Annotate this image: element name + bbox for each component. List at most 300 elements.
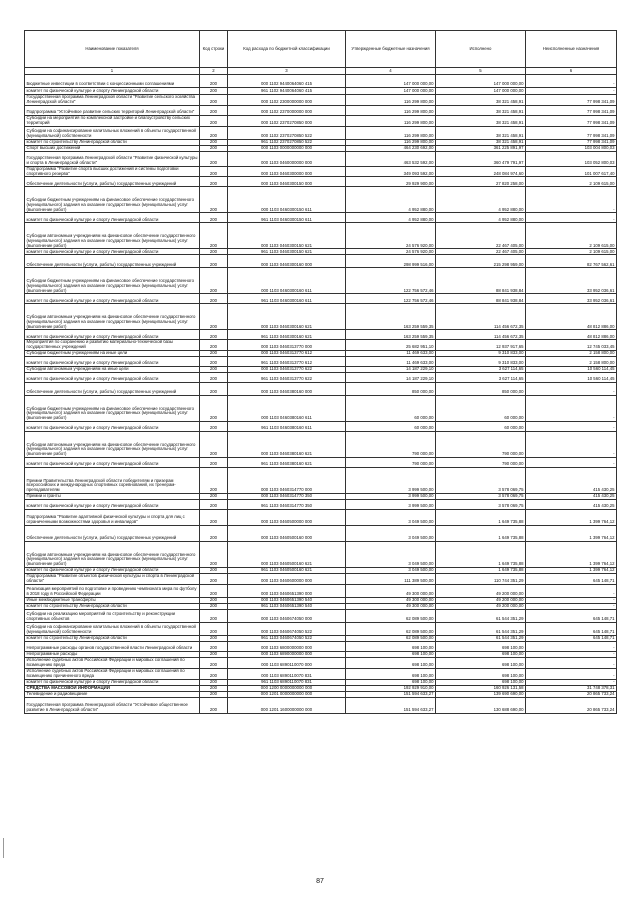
row-approved: 790 000,00 [346, 432, 436, 458]
row-approved: 62 089 500,00 [346, 623, 436, 636]
row-budget-code: 961 1103 0460313770 622 [228, 373, 346, 383]
row-executed: 360 479 791,97 [436, 151, 526, 166]
row-approved: 464 230 692,00 [346, 145, 436, 151]
row-budget-code: 000 1103 0460300000 000 [228, 166, 346, 177]
row-code: 200 [200, 255, 228, 268]
row-code: 200 [200, 610, 228, 623]
row-remaining: - [526, 658, 617, 669]
row-name: Субсидии бюджетным учреждениям на финансовое обеспечение государственного (муниципального) задания на оказание государственных (муниципальных) услуг (выполнение работ) [25, 187, 200, 213]
row-approved: 147 000 000,00 [346, 88, 436, 95]
table-row [25, 177, 617, 187]
header-remaining: Неисполненные назначения [526, 31, 617, 68]
row-name: Премии и гранты [25, 494, 200, 500]
table-row [25, 610, 617, 623]
row-executed: 361 225 891,97 [436, 145, 526, 151]
row-budget-code: 961 1103 0460651390 540 [228, 604, 346, 610]
row-remaining: 1 399 764,12 [526, 510, 617, 526]
row-name: Субсидии на софинансирование капитальных вложений в объекты государственной (муниципальной) собственности [25, 126, 200, 139]
row-remaining: 645 148,71 [526, 574, 617, 585]
row-approved: 151 594 633,27 [346, 691, 436, 697]
row-budget-code: 961 1103 0460674050 522 [228, 636, 346, 642]
table-row [25, 255, 617, 268]
row-approved: 111 389 500,00 [346, 574, 436, 585]
row-executed: 88 841 938,84 [436, 268, 526, 294]
row-code: 200 [200, 494, 228, 500]
row-remaining: - [526, 668, 617, 679]
row-code: 200 [200, 95, 228, 106]
row-executed: 1 649 735,88 [436, 510, 526, 526]
row-executed: 3 627 114,65 [436, 373, 526, 383]
row-name: Подпрограмма "Развитие спорта высших достижений и системы подготовки спортивного резерва" [25, 166, 200, 177]
row-code: 200 [200, 151, 228, 166]
row-approved: 116 299 800,00 [346, 126, 436, 139]
row-budget-code: 961 1103 6890110070 831 [228, 679, 346, 685]
row-executed: 114 456 672,35 [436, 304, 526, 330]
row-name: комитет по строительству Ленинградской области [25, 139, 200, 145]
table-row [25, 432, 617, 458]
row-remaining: 103 004 800,03 [526, 145, 617, 151]
row-executed: 61 544 351,29 [436, 636, 526, 642]
row-name: Мероприятия по сохранению и развитию материально-технической базы государственных учреждений [25, 340, 200, 351]
row-approved: 698 100,00 [346, 652, 436, 658]
row-name: Подпрограмма "Устойчивое развитие сельских территорий Ленинградской области" [25, 105, 200, 115]
row-budget-code: 000 1103 0460500000 000 [228, 510, 346, 526]
row-budget-code: 000 1103 0460300160 611 [228, 268, 346, 294]
row-budget-code: 000 1103 6890110070 831 [228, 668, 346, 679]
row-budget-code: 000 1103 0460300150 621 [228, 223, 346, 249]
table-row [25, 574, 617, 585]
row-budget-code: 961 1103 0460300160 611 [228, 294, 346, 304]
row-budget-code: 000 1103 0460380160 611 [228, 396, 346, 422]
row-name: Государственная программа Ленинградской области "Развитие физической культуры и спорта в Ленинградской области" [25, 151, 200, 166]
table-row [25, 526, 617, 542]
row-approved: 4 952 880,00 [346, 213, 436, 223]
row-name: комитет по физической культуре и спорту Ленинградской области [25, 294, 200, 304]
row-approved: 24 576 920,00 [346, 223, 436, 249]
table-row [25, 697, 617, 713]
row-remaining: - [526, 213, 617, 223]
row-executed: 61 544 351,29 [436, 610, 526, 623]
row-remaining: 20 865 733,24 [526, 697, 617, 713]
row-executed: 790 000,00 [436, 458, 526, 468]
row-executed: 698 100,00 [436, 668, 526, 679]
header-code: Код строки [200, 31, 228, 68]
row-name: Иные межбюджетные трансферты [25, 598, 200, 604]
row-approved: 25 682 951,10 [346, 340, 436, 351]
row-remaining: 10 560 114,45 [526, 373, 617, 383]
row-approved: 3 049 500,00 [346, 510, 436, 526]
table-row [25, 126, 617, 139]
table-row [25, 357, 617, 367]
row-executed: 1 649 735,88 [436, 542, 526, 568]
row-budget-code: 000 1102 2370270850 000 [228, 115, 346, 126]
table-row [25, 623, 617, 636]
row-name: комитет по физической культуре и спорту Ленинградской области [25, 422, 200, 432]
table-row [25, 304, 617, 330]
row-executed: 698 100,00 [436, 679, 526, 685]
row-executed: 248 084 974,60 [436, 166, 526, 177]
row-code: 200 [200, 679, 228, 685]
row-approved: 49 300 000,00 [346, 585, 436, 598]
row-approved: 24 576 920,00 [346, 249, 436, 255]
row-approved: 29 929 900,00 [346, 177, 436, 187]
row-code: 200 [200, 139, 228, 145]
row-approved: 298 999 516,00 [346, 255, 436, 268]
row-budget-code: 000 1201 0000000000 000 [228, 691, 346, 697]
row-executed: 139 690 690,00 [436, 691, 526, 697]
row-executed: 698 100,00 [436, 658, 526, 669]
row-code: 200 [200, 88, 228, 95]
row-code: 200 [200, 268, 228, 294]
row-name: Подпрограмма "Развитие адаптивной физической культуры и спорта для лиц с ограниченными возможностями здоровья и инвалидов" [25, 510, 200, 526]
row-approved: 60 000,00 [346, 396, 436, 422]
row-approved: 151 594 633,27 [346, 697, 436, 713]
margin-mark [3, 838, 14, 858]
row-approved: 122 756 572,46 [346, 294, 436, 304]
header-name: Наименование показателя [25, 31, 200, 68]
row-remaining: 415 430,25 [526, 494, 617, 500]
row-code: 200 [200, 213, 228, 223]
row-executed: 3 578 069,75 [436, 494, 526, 500]
row-name: Обеспечение деятельности (услуги, работы) государственных учреждений [25, 255, 200, 268]
row-name: Обеспечение деятельности (услуги, работы) государственных учреждений [25, 177, 200, 187]
row-name: Обеспечение деятельности (услуги, работы) государственных учреждений [25, 383, 200, 396]
column-number: 5 [436, 68, 526, 75]
row-code: 200 [200, 223, 228, 249]
row-approved: 3 999 500,00 [346, 468, 436, 494]
row-code: 200 [200, 383, 228, 396]
row-executed: 215 298 959,00 [436, 255, 526, 268]
row-remaining: 645 148,71 [526, 623, 617, 636]
row-remaining: 1 399 764,12 [526, 526, 617, 542]
row-name: комитет по физической культуре и спорту Ленинградской области [25, 213, 200, 223]
row-approved: 698 100,00 [346, 668, 436, 679]
table-row [25, 95, 617, 106]
row-name: Субсидии автономным учреждениям на финансовое обеспечение государственного (муниципального) задания на оказание государственных (муниципальных) услуг (выполнение работ) [25, 304, 200, 330]
table-row [25, 500, 617, 510]
row-approved: 14 187 229,10 [346, 367, 436, 373]
row-name: СРЕДСТВА МАССОВОЙ ИНФОРМАЦИИ [25, 685, 200, 691]
row-code: 200 [200, 623, 228, 636]
row-approved: 62 089 500,00 [346, 636, 436, 642]
row-code: 200 [200, 249, 228, 255]
table-row [25, 340, 617, 351]
row-budget-code: 000 1103 0460674050 522 [228, 623, 346, 636]
table-row [25, 468, 617, 494]
row-remaining: 2 109 615,00 [526, 249, 617, 255]
row-remaining: 31 748 378,31 [526, 685, 617, 691]
row-name: комитет по физической культуре и спорту Ленинградской области [25, 330, 200, 340]
row-approved: 463 532 592,00 [346, 151, 436, 166]
row-executed: 38 321 458,91 [436, 95, 526, 106]
column-number-row [25, 68, 617, 75]
row-executed: 61 544 351,29 [436, 623, 526, 636]
row-executed: 160 926 131,58 [436, 685, 526, 691]
row-code: 200 [200, 367, 228, 373]
row-name: Субсидии на софинансирование капитальных вложений в объекты государственной (муниципальной) собственности [25, 623, 200, 636]
row-remaining: 645 148,71 [526, 610, 617, 623]
row-budget-code: 000 1103 0460314770 000 [228, 468, 346, 494]
row-name: комитет по строительству Ленинградской области [25, 636, 200, 642]
row-executed: 3 627 114,65 [436, 367, 526, 373]
row-code: 200 [200, 373, 228, 383]
table-row [25, 668, 617, 679]
row-remaining: - [526, 383, 617, 396]
row-remaining: 77 998 341,09 [526, 115, 617, 126]
row-code: 200 [200, 330, 228, 340]
header-executed: Исполнено [436, 31, 526, 68]
row-budget-code: 000 1103 6800000000 000 [228, 642, 346, 652]
column-number: 3 [228, 68, 346, 75]
row-approved: 3 049 500,00 [346, 542, 436, 568]
table-row [25, 585, 617, 598]
row-approved: 163 259 559,35 [346, 304, 436, 330]
row-approved: 3 999 500,00 [346, 500, 436, 510]
row-budget-code: 000 1103 0460000000 000 [228, 151, 346, 166]
row-code: 200 [200, 604, 228, 610]
row-executed: 38 321 458,91 [436, 139, 526, 145]
row-budget-code: 000 1103 0460313770 622 [228, 367, 346, 373]
row-remaining: 101 007 617,40 [526, 166, 617, 177]
row-approved: 49 300 000,00 [346, 604, 436, 610]
row-name: комитет по физической культуре и спорту Ленинградской области [25, 458, 200, 468]
row-approved: 850 000,00 [346, 383, 436, 396]
row-code: 200 [200, 697, 228, 713]
row-approved: 116 299 800,00 [346, 105, 436, 115]
row-name: Субсидии бюджетным учреждениям на финансовое обеспечение государственного (муниципального) задания на оказание государственных (муниципальных) услуг (выполнение работ) [25, 268, 200, 294]
row-approved: 11 469 633,00 [346, 351, 436, 357]
row-approved: 3 049 500,00 [346, 526, 436, 542]
row-approved: 698 100,00 [346, 658, 436, 669]
row-code: 200 [200, 304, 228, 330]
row-code: 200 [200, 691, 228, 697]
row-name: Субсидии на реализацию мероприятий по строительству и реконструкции спортивных объектов [25, 610, 200, 623]
row-remaining: 2 109 615,00 [526, 177, 617, 187]
table-row [25, 373, 617, 383]
row-name: Исполнение судебных актов Российской Федерации и мировых соглашений по возмещению причиненного вреда [25, 668, 200, 679]
row-code: 200 [200, 115, 228, 126]
table-row [25, 658, 617, 669]
row-executed: 49 200 000,00 [436, 604, 526, 610]
row-code: 200 [200, 432, 228, 458]
row-approved: 49 300 000,00 [346, 598, 436, 604]
row-code: 200 [200, 636, 228, 642]
row-executed: 22 467 405,00 [436, 249, 526, 255]
row-name: Субсидии автономным учреждениям на иные цели [25, 367, 200, 373]
table-row [25, 510, 617, 526]
row-budget-code: 961 1103 0460300150 611 [228, 213, 346, 223]
row-executed: 147 000 000,00 [436, 88, 526, 95]
row-remaining: 1 399 764,12 [526, 542, 617, 568]
row-code: 200 [200, 422, 228, 432]
row-approved: 790 000,00 [346, 458, 436, 468]
column-number: 4 [346, 68, 436, 75]
row-name: Исполнение судебных актов Российской Федерации и мировых соглашений по возмещению вреда [25, 658, 200, 669]
row-executed: 27 820 258,00 [436, 177, 526, 187]
row-remaining: - [526, 422, 617, 432]
row-remaining: 645 148,71 [526, 636, 617, 642]
row-name: комитет по физической культуре и спорту Ленинградской области [25, 679, 200, 685]
row-budget-code: 000 1103 0460651390 540 [228, 598, 346, 604]
row-remaining: - [526, 652, 617, 658]
row-remaining: 12 745 033,45 [526, 340, 617, 351]
table-row [25, 330, 617, 340]
row-remaining: 48 812 886,00 [526, 330, 617, 340]
row-code: 200 [200, 75, 228, 88]
row-budget-code: 000 1103 6890110070 000 [228, 658, 346, 669]
row-executed: 3 578 069,75 [436, 468, 526, 494]
row-name: комитет по физической культуре и спорту Ленинградской области [25, 373, 200, 383]
budget-table [24, 30, 617, 714]
row-approved: 14 187 229,10 [346, 373, 436, 383]
row-approved: 698 100,00 [346, 679, 436, 685]
row-budget-code: 961 1103 0460380160 621 [228, 458, 346, 468]
row-name: Субсидии автономным учреждениям на финансовое обеспечение государственного (муниципального) задания на оказание государственных (муниципальных) услуг (выполнение работ) [25, 542, 200, 568]
row-code: 200 [200, 166, 228, 177]
row-code: 200 [200, 658, 228, 669]
row-approved: 60 000,00 [346, 422, 436, 432]
row-code: 200 [200, 126, 228, 139]
column-number: 6 [526, 68, 617, 75]
row-code: 200 [200, 510, 228, 526]
table-row [25, 294, 617, 304]
row-remaining: 77 998 341,09 [526, 139, 617, 145]
row-remaining: - [526, 585, 617, 598]
row-remaining: - [526, 642, 617, 652]
page-number: 87 [316, 878, 324, 885]
row-executed: 38 321 458,91 [436, 126, 526, 139]
row-code: 200 [200, 685, 228, 691]
header-budget-code: Код расхода по бюджетной классификации [228, 31, 346, 68]
row-budget-code: 000 1201 1600000000 000 [228, 697, 346, 713]
row-budget-code: 000 1103 0460380160 000 [228, 383, 346, 396]
row-name: Подпрограмма "Развитие объектов физической культуры и спорта в Ленинградской области" [25, 574, 200, 585]
row-approved: 349 093 592,00 [346, 166, 436, 177]
row-remaining: 20 865 733,24 [526, 691, 617, 697]
row-approved: 3 999 500,00 [346, 494, 436, 500]
row-approved: 3 049 500,00 [346, 568, 436, 574]
row-code: 200 [200, 468, 228, 494]
row-executed: 790 000,00 [436, 432, 526, 458]
column-number: 1 [25, 68, 200, 75]
column-number: 2 [200, 68, 228, 75]
table-row [25, 75, 617, 88]
row-remaining: 1 399 764,12 [526, 568, 617, 574]
table-row [25, 88, 617, 95]
row-remaining: - [526, 396, 617, 422]
row-budget-code: 000 1102 9440064060 415 [228, 75, 346, 88]
row-executed: 130 688 690,00 [436, 697, 526, 713]
table-row [25, 105, 617, 115]
row-name: Обеспечение деятельности (услуги, работы) государственных учреждений [25, 526, 200, 542]
row-executed: 60 000,00 [436, 422, 526, 432]
row-code: 200 [200, 668, 228, 679]
row-budget-code: 000 1103 0460500160 621 [228, 542, 346, 568]
row-executed: 38 321 458,91 [436, 115, 526, 126]
row-name: Субсидии автономным учреждениям на финансовое обеспечение государственного (муниципального) задания на оказание государственных (муниципальных) услуг (выполнение работ) [25, 432, 200, 458]
row-remaining: 33 952 036,61 [526, 294, 617, 304]
row-code: 200 [200, 357, 228, 367]
row-remaining: 77 998 341,09 [526, 105, 617, 115]
row-budget-code: 961 1103 0460380160 611 [228, 422, 346, 432]
row-code: 200 [200, 568, 228, 574]
row-budget-code: 961 1103 0460500160 621 [228, 568, 346, 574]
header-row [25, 31, 617, 68]
row-budget-code: 000 1103 0460674050 000 [228, 610, 346, 623]
row-remaining: 33 952 036,61 [526, 268, 617, 294]
row-name: комитет по физической культуре и спорту Ленинградской области [25, 357, 200, 367]
row-executed: 88 841 938,84 [436, 294, 526, 304]
row-remaining: 77 998 341,09 [526, 126, 617, 139]
row-remaining: 103 052 800,03 [526, 151, 617, 166]
row-budget-code: 961 1103 0460300150 621 [228, 249, 346, 255]
row-code: 200 [200, 351, 228, 357]
row-code: 200 [200, 652, 228, 658]
header-approved: Утвержденные бюджетные назначения [346, 31, 436, 68]
row-executed: 4 952 880,00 [436, 213, 526, 223]
table-row [25, 187, 617, 213]
row-name: Бюджетные инвестиции в соответствии с концессионными соглашениями [25, 75, 200, 88]
row-budget-code: 000 1102 2370000000 000 [228, 105, 346, 115]
row-budget-code: 000 1103 0460651390 000 [228, 585, 346, 598]
row-name: комитет по физической культуре и спорту Ленинградской области [25, 88, 200, 95]
row-executed: 698 100,00 [436, 642, 526, 652]
row-name: комитет по строительству Ленинградской области [25, 604, 200, 610]
row-name: Непрограммные расходы [25, 652, 200, 658]
row-name: Телевидение и радиовещание [25, 691, 200, 697]
row-name: Государственная программа Ленинградской области "Устойчивое общественное развитие в Ленинградской области" [25, 697, 200, 713]
table-row [25, 166, 617, 177]
row-remaining: - [526, 598, 617, 604]
row-code: 200 [200, 294, 228, 304]
row-remaining: - [526, 458, 617, 468]
row-approved: 116 299 800,00 [346, 115, 436, 126]
row-budget-code: 000 1103 0460314770 350 [228, 494, 346, 500]
row-remaining: 415 430,25 [526, 500, 617, 510]
table-row [25, 642, 617, 652]
row-budget-code: 000 1103 0460600000 000 [228, 574, 346, 585]
table-row [25, 383, 617, 396]
table-row [25, 542, 617, 568]
row-code: 200 [200, 526, 228, 542]
table-row [25, 213, 617, 223]
row-approved: 116 299 800,00 [346, 95, 436, 106]
row-budget-code: 000 1102 2370270850 522 [228, 126, 346, 139]
row-approved: 147 000 000,00 [346, 75, 436, 88]
row-code: 200 [200, 177, 228, 187]
row-name: Спорт высших достижений [25, 145, 200, 151]
row-code: 200 [200, 396, 228, 422]
table-row [25, 115, 617, 126]
row-executed: 114 456 672,35 [436, 330, 526, 340]
row-budget-code: 000 1103 0460300150 611 [228, 187, 346, 213]
row-name: комитет по физической культуре и спорту Ленинградской области [25, 500, 200, 510]
row-executed: 49 200 000,00 [436, 598, 526, 604]
row-budget-code: 961 1102 9440064060 415 [228, 88, 346, 95]
row-budget-code: 961 1102 2370270850 522 [228, 139, 346, 145]
row-budget-code: 000 1200 0000000000 000 [228, 685, 346, 691]
row-remaining: 77 998 341,09 [526, 95, 617, 106]
row-budget-code: 000 1103 0460300150 000 [228, 177, 346, 187]
row-code: 200 [200, 340, 228, 351]
row-executed: 38 321 458,91 [436, 105, 526, 115]
row-name: Субсидии бюджетным учреждениям на иные цели [25, 351, 200, 357]
row-remaining: 2 158 800,00 [526, 357, 617, 367]
row-budget-code: 000 1102 2300000000 000 [228, 95, 346, 106]
row-remaining: - [526, 679, 617, 685]
budget-execution-sheet [24, 30, 616, 714]
row-remaining: - [526, 187, 617, 213]
